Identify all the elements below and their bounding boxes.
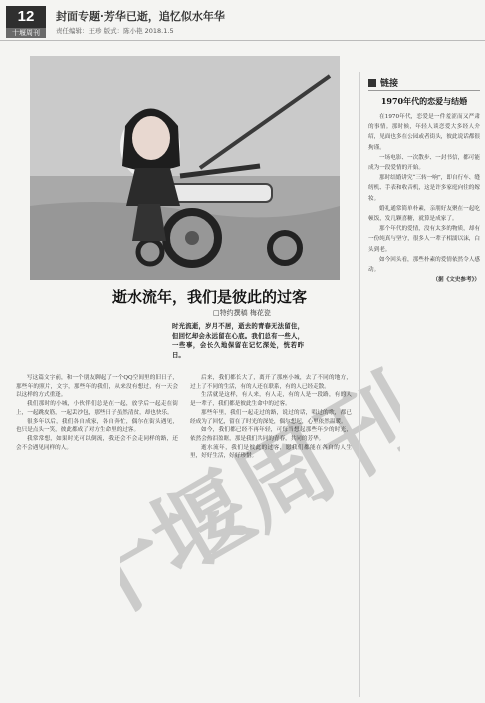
section-title: 封面专题·芳华已逝，追忆似水年华	[56, 10, 225, 23]
watermark-text: 十堰周刊	[120, 360, 400, 646]
sidebar-source: （据《文史参考》）	[432, 277, 480, 284]
article-author: □特约撰稿 梅花瓷	[213, 309, 271, 317]
column-divider	[359, 72, 360, 697]
page-number: 12	[6, 6, 46, 28]
sidebar-body	[368, 112, 480, 700]
body-paragraph: 写这篇文字前，和一个朋友聊起了一个QQ空间里的旧日子，那些年的照片，文字，那些年的我们，从来没有想过，有一天会以这样的方式重逢。	[16, 375, 178, 399]
page-header	[0, 0, 485, 40]
body-paragraph: 逝水流年，我们是彼此的过客，愿我们都能在各自的人生里，好好生活，好好珍惜。	[190, 444, 352, 460]
header-divider	[0, 40, 485, 41]
body-paragraph: 后来，我们都长大了，离开了那座小城，去了不同的地方，过上了不同的生活，有的人还在联系，有的人已经走散。	[190, 375, 352, 390]
column-name: 十堰周刊	[6, 28, 46, 38]
body-paragraph: 很多年以后，我们各自成家，各自奔忙，偶尔在街头遇见，也只是点头一笑，彼此都成了对方生命里的过客。	[16, 418, 178, 434]
body-paragraph: 生活就是这样，有人来，有人走，有的人是一段路，有的人是一辈子，我们都是彼此生命中的过客。	[190, 392, 352, 408]
article-intro	[172, 322, 304, 368]
article-headline: 逝水流年，我们是彼此的过客	[112, 288, 308, 306]
sidebar-paragraph: 一场电影、一次散步、一封书信，都可能成为一段爱情的开始。	[368, 154, 480, 172]
body-paragraph: 我常常想，如果时光可以倒流，我还会不会走同样的路，还会不会遇见同样的人。	[16, 435, 178, 451]
sidebar-paragraph: 那个年代的爱情，没有太多的物质，却有一份纯真与坚守，很多人一辈子相濡以沫，白头到老。	[368, 226, 480, 253]
sidebar-label: 链接	[368, 76, 398, 89]
sidebar-paragraph: 如今回头看，那些朴素的爱情依然令人感动。	[368, 256, 480, 274]
child-on-tricycle-photo	[30, 56, 340, 280]
sidebar-paragraph: 婚礼通常简单朴素，亲朋好友聚在一起吃顿饭，发几颗喜糖，就算是成家了。	[368, 205, 480, 223]
editor-credits: 责任编辑：王珍 版式：陈小艳 2018.1.5	[56, 27, 174, 35]
body-paragraph: 如今，我们都已经不再年轻，可每当想起那些年少的时光，依然会热泪盈眶，那是我们共同的青春，共同的芳华。	[190, 427, 352, 442]
sidebar-paragraph: 那时结婚讲究“三转一响”，即自行车、缝纫机、手表和收音机，这是许多家庭向往的嫁妆。	[368, 175, 480, 202]
article-intro-text: 时光流逝，岁月不居，逝去的青春无法留住，但回忆却会永远留在心底。我们总有一些人，一些事，会长久地保留在记忆深处，恍若昨日。	[172, 322, 304, 359]
sidebar-paragraph: 在1970年代，恋爱是一件羞涩而又严肃的事情。那时候，年轻人谈恋爱大多经人介绍，见面也多在公园或者街头，彼此说话都很拘谨。	[368, 114, 480, 151]
sidebar-title: 1970年代的恋爱与结婚	[380, 96, 468, 106]
body-paragraph: 我们那时的小城，小伙伴们总是在一起，放学后一起走在街上，一起跳皮筋，一起丢沙包，那些日子虽然清贫，却也快乐。	[16, 401, 178, 416]
article-body	[16, 374, 352, 699]
sidebar-divider	[368, 90, 480, 91]
body-paragraph: 那些年里，我们一起走过的路，说过的话，唱过的歌，都已经成为了回忆，留在了时光的深处，偶尔想起，心里依然温暖。	[190, 409, 352, 425]
photo-illustration	[30, 56, 340, 280]
